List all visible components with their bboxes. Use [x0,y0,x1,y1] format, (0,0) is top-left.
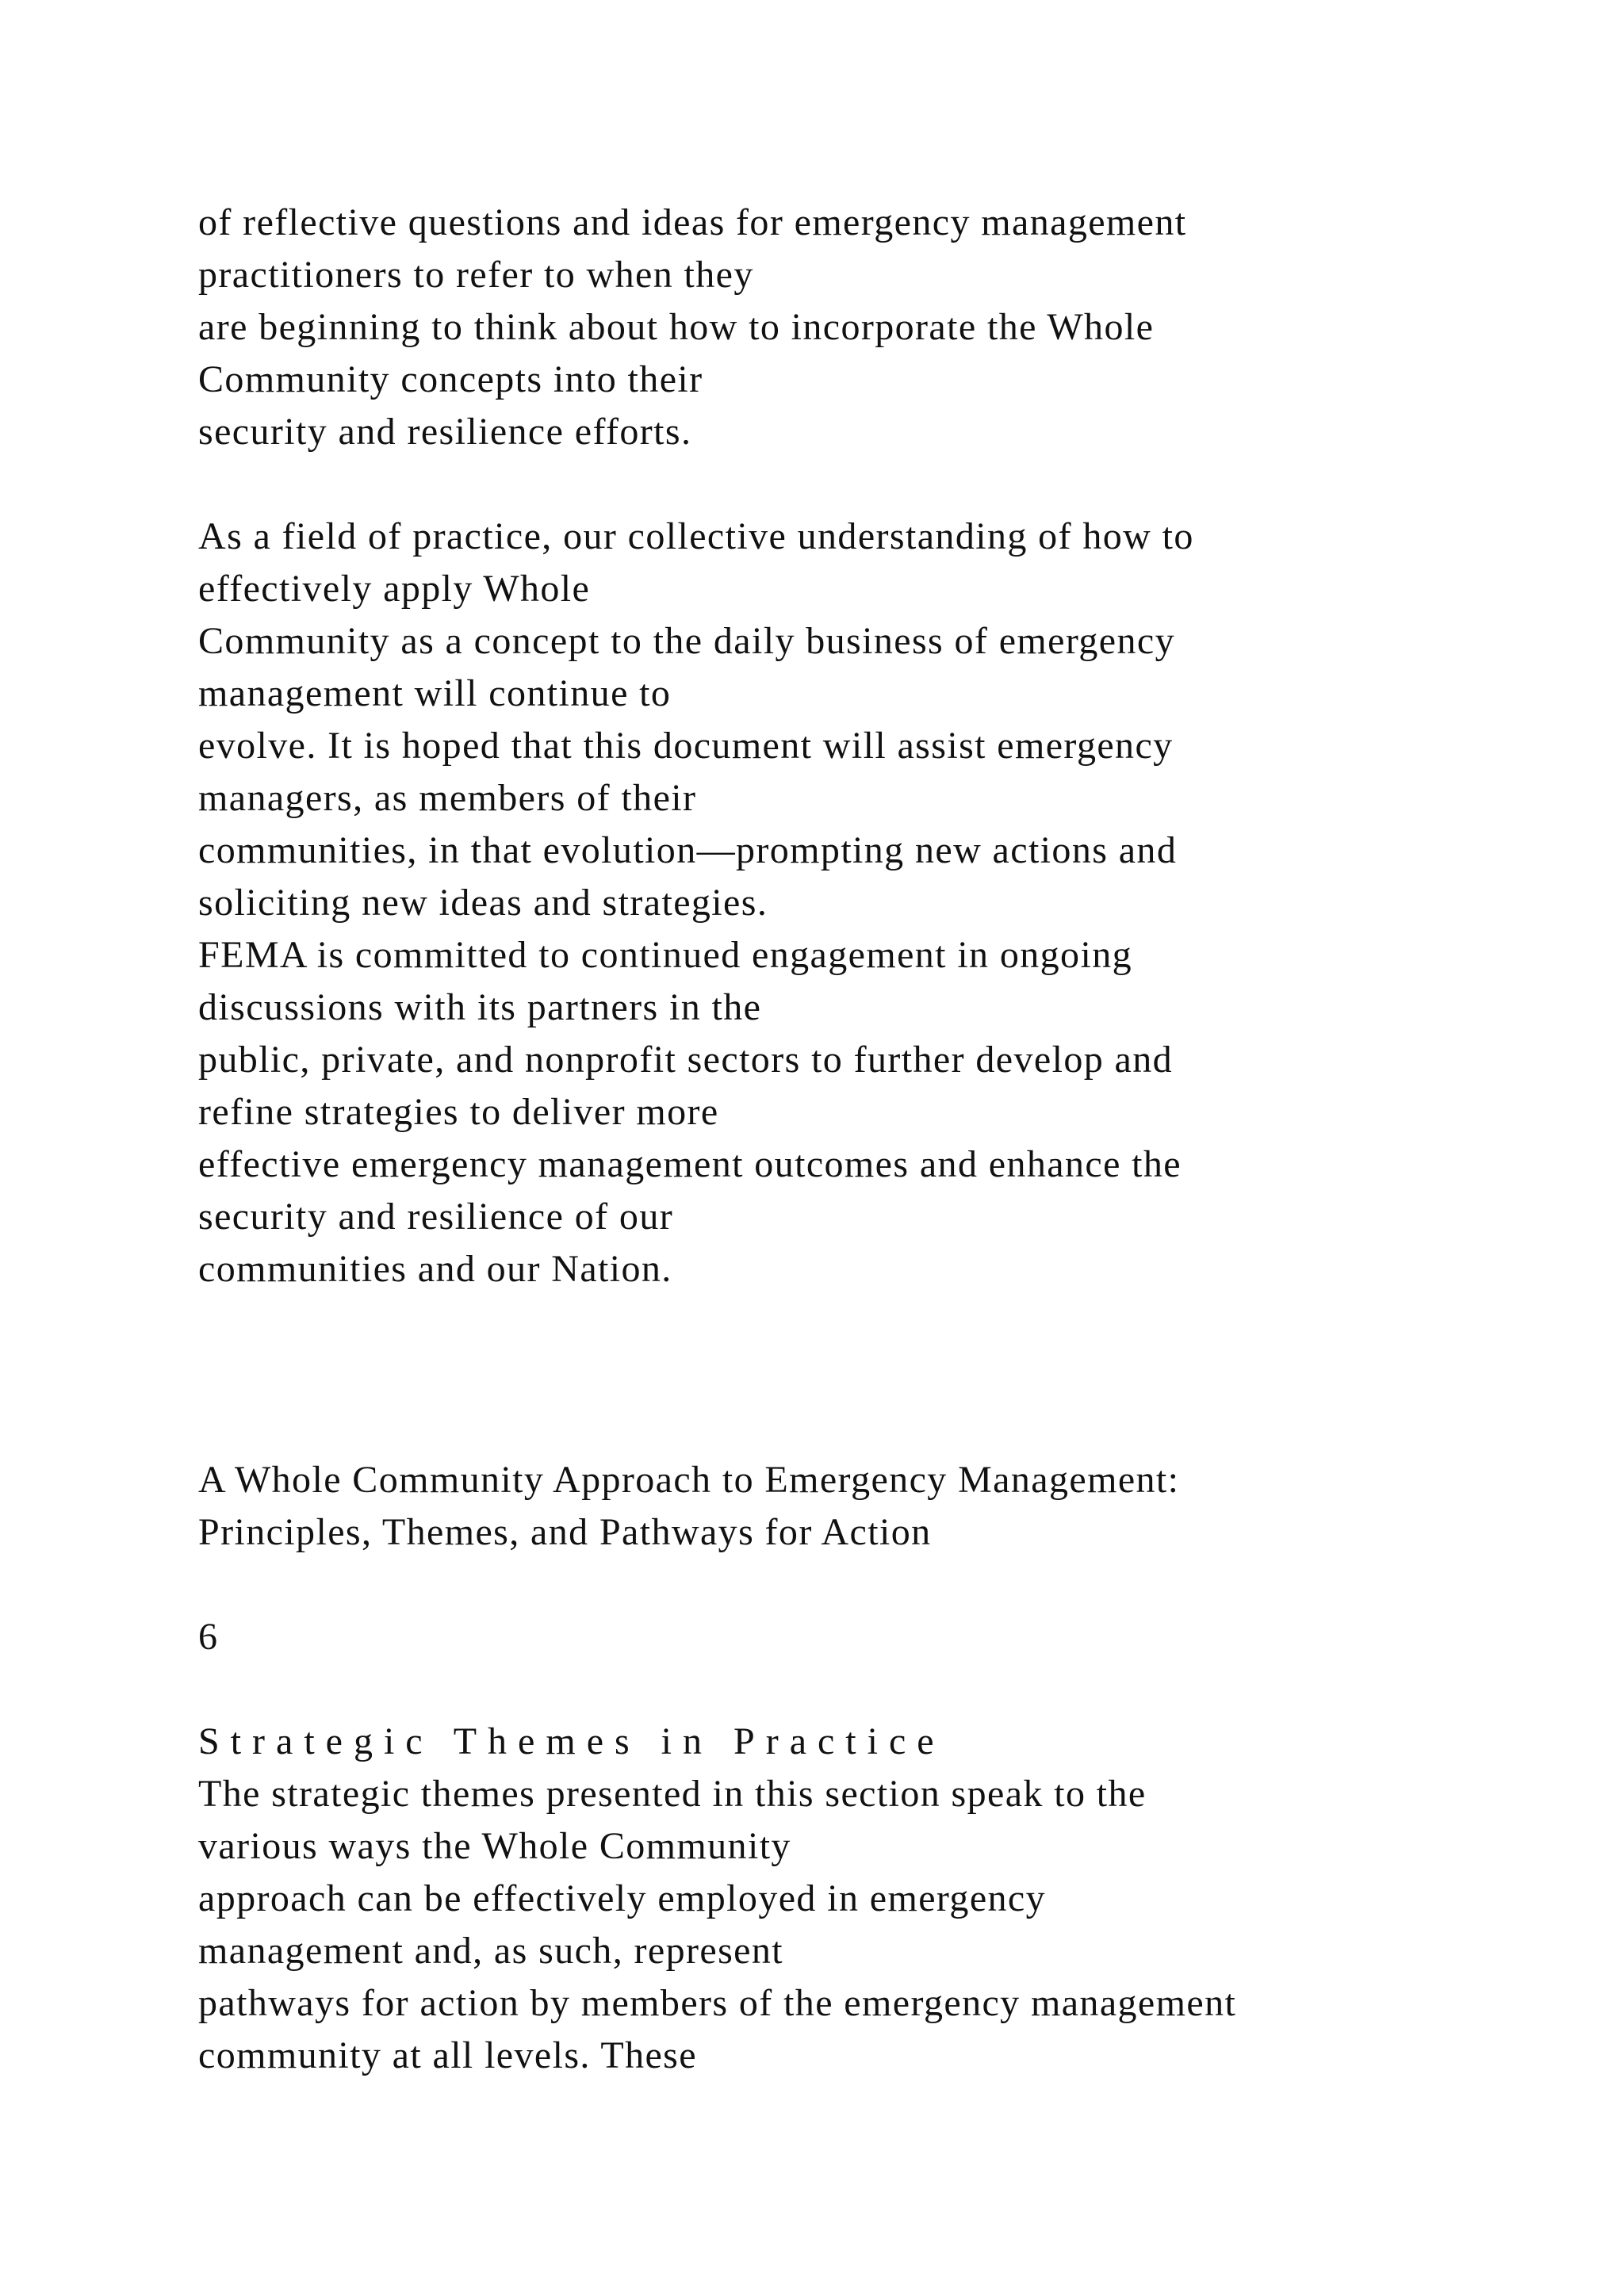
text-line: communities, in that evolution—prompting new actions and [198,829,1178,871]
text-line: security and resilience efforts. [198,411,692,453]
text-line: approach can be effectively employed in emergency [198,1877,1047,1919]
text-line: security and resilience of our [198,1196,674,1238]
text-line: various ways the Whole Community [198,1825,791,1867]
text-line: pathways for action by members of the emergency management [198,1982,1237,2024]
text-line: FEMA is committed to continued engagement in ongoing [198,934,1132,976]
text-line: As a field of practice, our collective understanding of how to [198,515,1194,557]
text-line: effectively apply Whole [198,568,591,610]
document-subtitle-line: Principles, Themes, and Pathways for Action [198,1511,932,1553]
text-line: evolve. It is hoped that this document will assist emergency [198,725,1174,767]
paragraph-reflective-questions [198,197,1546,458]
text-line: discussions with its partners in the [198,986,762,1028]
page-number-block [198,1611,1546,1663]
text-line: community at all levels. These [198,2034,697,2076]
document-title-line: A Whole Community Approach to Emergency Management: [198,1459,1180,1501]
text-line: public, private, and nonprofit sectors to further develop and [198,1039,1174,1081]
text-line: managers, as members of their [198,777,697,819]
text-line: The strategic themes presented in this section speak to the [198,1773,1147,1815]
text-line: Community concepts into their [198,358,703,400]
text-line: effective emergency management outcomes and enhance the [198,1143,1182,1185]
text-line: Community as a concept to the daily business of emergency [198,620,1175,662]
page-number: 6 [198,1616,219,1658]
strategic-themes-section [198,1716,1546,2082]
text-line: soliciting new ideas and strategies. [198,882,768,924]
text-line: management and, as such, represent [198,1930,783,1972]
text-line: refine strategies to deliver more [198,1091,719,1133]
text-line: are beginning to think about how to incorporate the Whole [198,306,1155,348]
paragraph-field-of-practice [198,511,1546,1295]
section-heading: Strategic Themes in Practice [198,1720,945,1762]
text-line: of reflective questions and ideas for emergency management [198,201,1187,243]
text-line: practitioners to refer to when they [198,254,754,296]
text-line: communities and our Nation. [198,1248,672,1290]
text-line: management will continue to [198,672,672,714]
running-header [198,1454,1546,1559]
